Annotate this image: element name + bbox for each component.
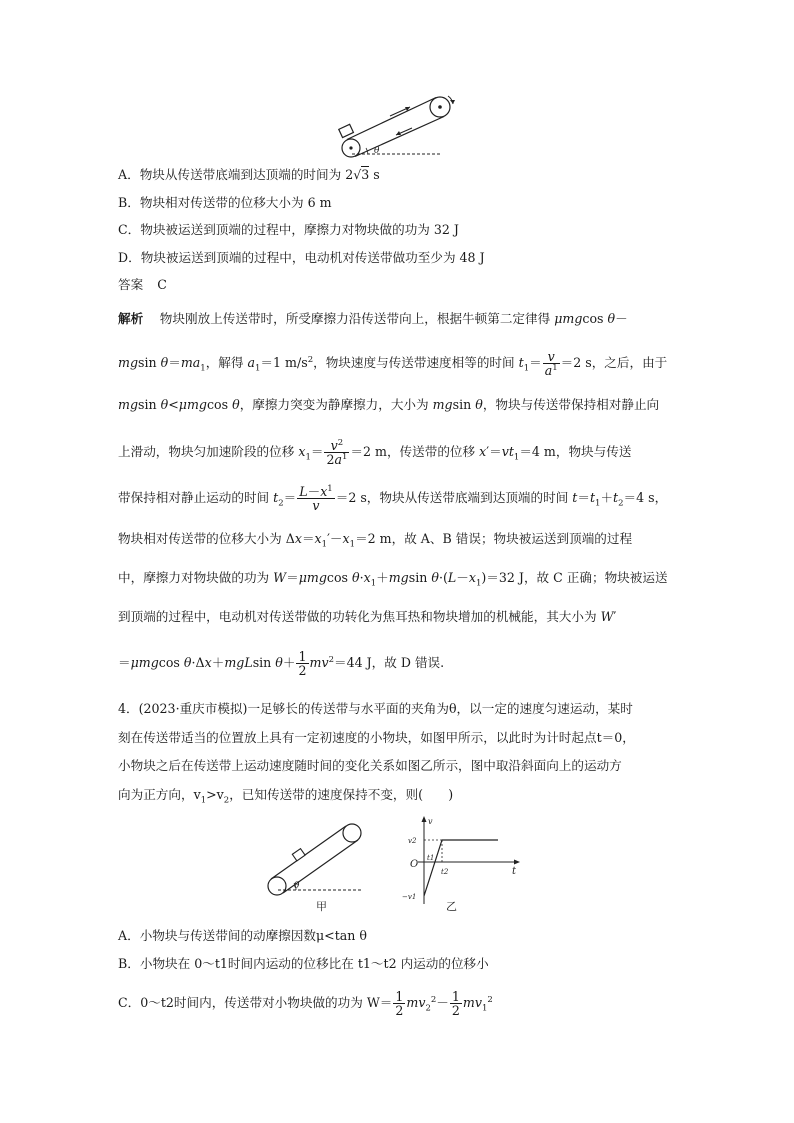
yi-velocity-curve bbox=[424, 840, 498, 896]
analysis-line-3: mgsin θ<μmgcos θ，摩擦力突变为静摩擦力，大小为 mgsin θ，物块与传送带保持相对静止向 bbox=[118, 397, 660, 412]
jia-caption: 甲 bbox=[316, 900, 327, 913]
analysis-line-8: 到顶端的过程中，电动机对传送带做的功转化为焦耳热和物块增加的机械能，其大小为 W′ bbox=[118, 609, 617, 624]
q4-option-c-text: C．0～t2时间内，传送带对小物块做的功为 W＝ bbox=[118, 995, 393, 1010]
yi-neg-v1-label: −v1 bbox=[402, 893, 417, 901]
analysis-line-2: mgsin $\theta=ma_1$，解得 $a_1=1$ $m/s^2$，物块速度与传送带速度相等的时间 $t_1=$ $\frac{v}{a^1}$ ＝2 s，之后，由于 bbox=[118, 349, 668, 378]
q4-line-4-post: ，已知传送带的速度保持不变，则( ) bbox=[229, 787, 454, 802]
q4-option-a: A．小物块与传送带间的动摩擦因数μ<tan θ bbox=[118, 928, 368, 943]
option-a-text: A．物块从传送带底端到达顶端的时间为 2 bbox=[118, 167, 354, 182]
q4-line-4-pre: 向为正方向，v bbox=[118, 787, 201, 802]
yi-caption: 乙 bbox=[446, 900, 457, 912]
option-c: C．物块被运送到顶端的过程中，摩擦力对物块做的功为 32 J bbox=[118, 222, 459, 237]
yi-origin: O bbox=[410, 859, 419, 870]
conveyor-figure-1 bbox=[330, 92, 460, 160]
option-b: B．物块相对传送带的位移大小为 6 m bbox=[118, 195, 332, 210]
q4-line-2: 刻在传送带适当的位置放上具有一定初速度的小物块，如图甲所示，以此时为计时起点t＝0， bbox=[118, 730, 635, 745]
yi-axis-v: v bbox=[428, 817, 433, 826]
q4-option-c: C．0～t2时间内，传送带对小物块做的功为 W＝ $\frac{1}{2}$ $mv_2^2-$ $\frac{1}{2}$ $mv_1^2$ bbox=[118, 989, 493, 1018]
yi-axis-t: t bbox=[512, 866, 517, 877]
sqrt-radicand: 3 bbox=[361, 167, 370, 182]
analysis-line-7: 中，摩擦力对物块做的功为 W＝μmgcos $\theta\cdot x_1+mgsin$ $\theta\cdot(L-x_1)=32$ J，故 C 正确；物块被运送 bbox=[118, 570, 668, 589]
yi-v2-label: v2 bbox=[408, 837, 417, 845]
theta-label: θ bbox=[374, 146, 380, 156]
q4-option-b: B．小物块在 0～t1时间内运动的位移比在 t1～t2 内运动的位移小 bbox=[118, 956, 489, 971]
analysis-line-5: 带保持相对静止运动的时间 $t_2=$ $\frac{L-x^1}{v}$ ＝2 s，物块从传送带底端到达顶端的时间 $t=t_1+t_2=4$ s， bbox=[118, 483, 668, 513]
analysis-line-4: 上滑动，物块匀加速阶段的位移 $x_1=$ $\frac{v^2}{2a^1}$ ＝2 m，传送带的位移 $x'=vt_1=4$ m，物块与传送 bbox=[118, 437, 632, 467]
jia-theta-label: θ bbox=[294, 881, 300, 891]
answer-label: 答案 bbox=[118, 277, 144, 292]
figure-jia bbox=[262, 818, 372, 914]
q4-line-3: 小物块之后在传送带上运动速度随时间的变化关系如图乙所示，图中取沿斜面向上的运动方 bbox=[118, 758, 622, 773]
answer-value: C bbox=[157, 277, 167, 292]
option-d: D．物块被运送到顶端的过程中，电动机对传送带做功至少为 48 J bbox=[118, 250, 485, 265]
q4-line-4-mid: >v bbox=[206, 787, 224, 802]
option-a-unit: s bbox=[369, 167, 380, 182]
figure-yi-vt-graph bbox=[394, 812, 524, 912]
option-a bbox=[118, 166, 380, 184]
q4-line-1: 4．(2023·重庆市模拟)一足够长的传送带与水平面的夹角为θ，以一定的速度匀速运动，某时 bbox=[118, 701, 633, 716]
q4-line-4: 向为正方向，$v_1>v_2$，已知传送带的速度保持不变，则( ) bbox=[118, 787, 454, 806]
answer-line bbox=[118, 276, 167, 294]
sqrt-symbol: √ bbox=[353, 167, 362, 182]
yi-t2-label: t2 bbox=[441, 868, 449, 876]
yi-t1-label: t1 bbox=[427, 854, 435, 862]
analysis-label: 解析 bbox=[118, 311, 144, 326]
analysis-line-9: ＝μmgcos θ·Δx＋mgLsin θ＋ $\frac{1}{2}$ $mv^2=44$ J，故 D 错误. bbox=[118, 649, 445, 678]
analysis-line-1: 解析 物块刚放上传送带时，所受摩擦力沿传送带向上，根据牛顿第二定律得 μmgcos θ－ bbox=[118, 311, 628, 326]
analysis-line-6: 物块相对传送带的位移大小为 $\Delta x=x_1'-x_1=2$ m，故 A、B 错误；物块被运送到顶端的过程 bbox=[118, 531, 633, 550]
